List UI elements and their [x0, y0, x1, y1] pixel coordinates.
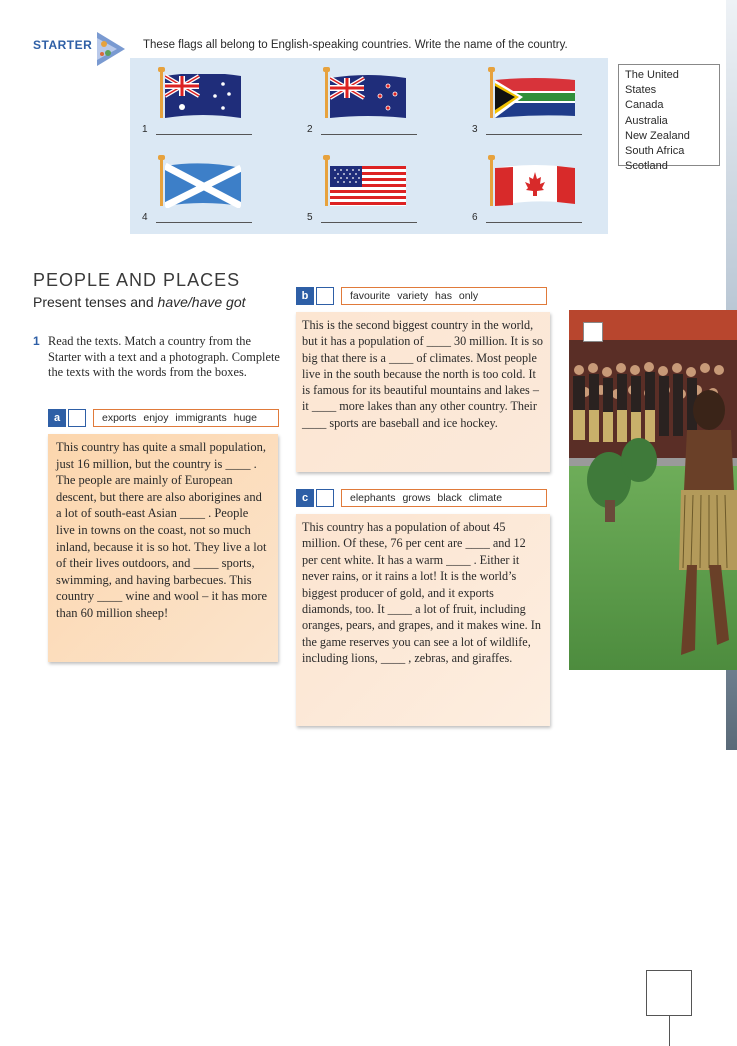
- starter-panel: [130, 58, 608, 234]
- flag-item-6: [460, 150, 610, 230]
- flag-pole: [160, 158, 163, 206]
- flag-number: 1: [142, 124, 148, 135]
- country-list-box: [618, 64, 720, 173]
- word-box-b: favourite variety has only: [341, 287, 547, 305]
- subtitle-emphasis: have/have got: [157, 294, 246, 310]
- answer-box-c[interactable]: [316, 489, 334, 507]
- text-tag-b: b: [296, 287, 314, 305]
- text-tag-a: a: [48, 409, 66, 427]
- text-a: This country has quite a small population, just 16 million, but the country is ____ . The people are mainly of European descent, but there are also aborigines and a lot of south-east Asian ____ . People live in towns on the coast, not so much inland, because it is so hot. They live a lot of their lives outdoors, and ____ sports, swimming, and having barbecues. This country ____ wine and wool – it has more than 60 million sheep!: [48, 434, 278, 662]
- flag-pole: [160, 70, 163, 118]
- flag-number: 4: [142, 212, 148, 223]
- flag-pole: [490, 158, 493, 206]
- country-list-item: Australia: [625, 114, 668, 127]
- flag-number: 6: [472, 212, 478, 223]
- south-africa-flag-icon: [495, 74, 575, 120]
- country-list-item: Scotland: [625, 160, 668, 173]
- subtitle-prefix: Present tenses and: [33, 294, 158, 310]
- flag-item-4: [130, 150, 280, 230]
- scotland-flag-icon: [165, 162, 241, 208]
- flag-item-1: [130, 62, 280, 142]
- text-c: This country has a population of about 45 million. Of these, 76 per cent are ____ and 12 per cent white. It has a warm ____ . Either it never rains, or it rains a lot! It is the world’s biggest producer of gold, and it exports diamonds, too. It ____ a lot of fruit, including oranges, pears, and grapes, and it makes wine. In the game reserves you can see a lot of wildlife, including lions, ____ , zebras, and giraffes.: [296, 514, 550, 726]
- exercise-number: 1: [33, 334, 40, 348]
- answer-line[interactable]: [321, 134, 417, 135]
- flag-pole: [325, 158, 328, 206]
- flag-pole: [490, 70, 493, 118]
- flag-number: 2: [307, 124, 313, 135]
- section-subtitle: [33, 294, 246, 310]
- answer-box-b[interactable]: [316, 287, 334, 305]
- starter-label: STARTER: [33, 38, 93, 52]
- corner-box: [646, 970, 692, 1016]
- country-list-item: South Africa: [625, 145, 685, 158]
- haka-photo: [569, 310, 737, 670]
- new-zealand-flag-icon: [330, 74, 406, 120]
- answer-line[interactable]: [486, 222, 582, 223]
- word-box-c: elephants grows black climate: [341, 489, 547, 507]
- country-list-item: The United States: [625, 69, 679, 97]
- country-list-item: Canada: [625, 99, 664, 112]
- flag-number: 5: [307, 212, 313, 223]
- corner-line: [669, 1016, 670, 1046]
- answer-line[interactable]: [156, 134, 252, 135]
- section-title: PEOPLE AND PLACES: [33, 270, 241, 290]
- flag-number: 3: [472, 124, 478, 135]
- australia-flag-icon: [165, 74, 241, 120]
- answer-line[interactable]: [321, 222, 417, 223]
- flag-item-2: [295, 62, 445, 142]
- word-box-a: exports enjoy immigrants huge: [93, 409, 279, 427]
- flag-item-5: [295, 150, 445, 230]
- united-states-flag-icon: [330, 162, 406, 208]
- country-list-item: New Zealand: [625, 129, 690, 142]
- canada-flag-icon: [495, 162, 575, 208]
- answer-line[interactable]: [156, 222, 252, 223]
- flag-item-3: [460, 62, 610, 142]
- text-tag-c: c: [296, 489, 314, 507]
- exercise-instruction: Read the texts. Match a country from the Starter with a text and a photograph. Complete the texts with the words from the boxes.: [48, 334, 280, 379]
- answer-box-a[interactable]: [68, 409, 86, 427]
- answer-line[interactable]: [486, 134, 582, 135]
- starter-arrow-icon: [95, 30, 127, 68]
- photo-answer-box[interactable]: [583, 322, 603, 342]
- flag-pole: [325, 70, 328, 118]
- text-b: This is the second biggest country in the world, but it has a population of ____ 30 million. It is so big that there is a ____ of climates. Most people live in the south because the north is too cold. It is famous for its beautiful mountains and lakes – it ____ more lakes than any other country. Their ____ sports are baseball and ice hockey.: [296, 312, 550, 472]
- starter-instruction: These flags all belong to English-speaking countries. Write the name of the country.: [143, 39, 568, 51]
